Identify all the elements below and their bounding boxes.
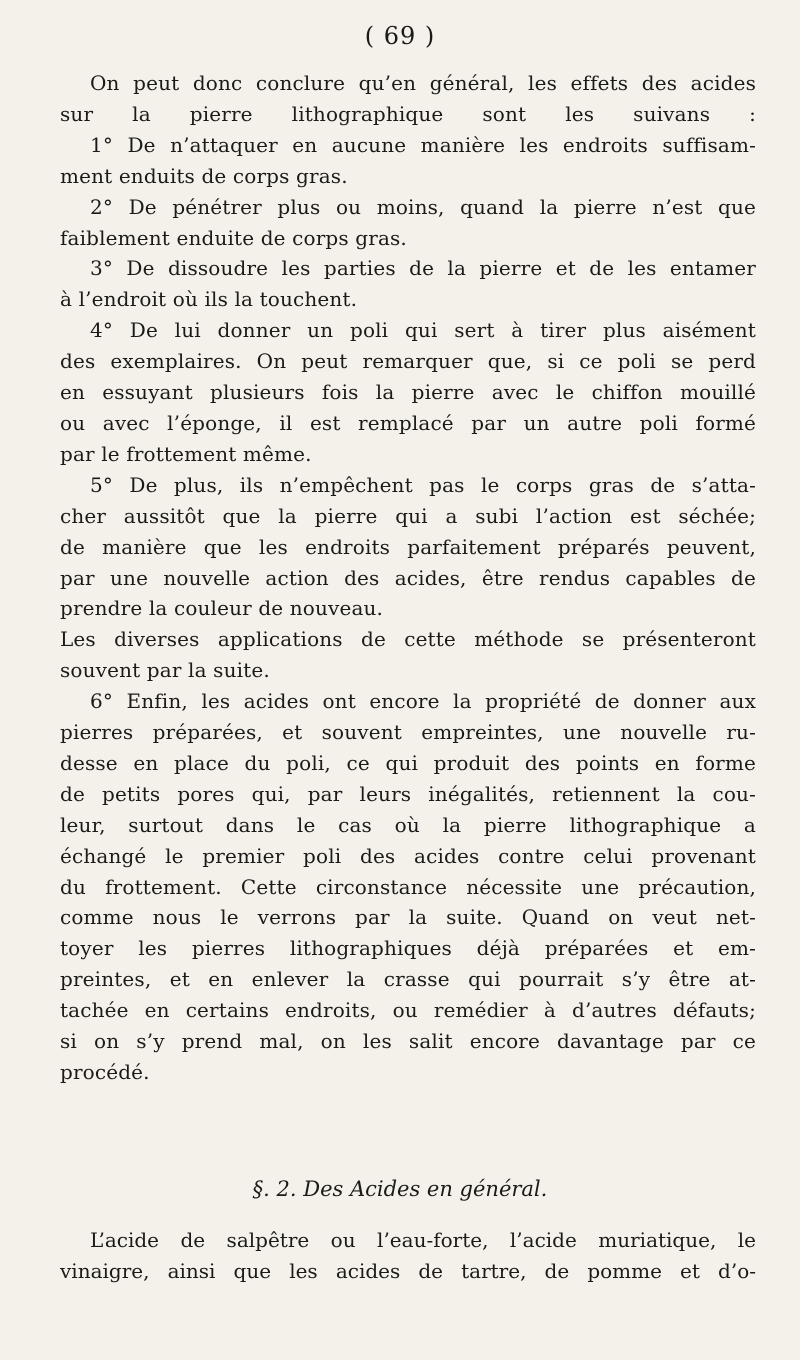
text-line: preintes, et en enlever la crasse qui pourrait s’y être at- — [60, 967, 756, 992]
text-line: par le frottement même. — [60, 441, 312, 466]
text-line: leur, surtout dans le cas où la pierre lithographique a — [60, 812, 756, 837]
text-line: pierres préparées, et souvent empreintes, une nouvelle ru- — [60, 720, 756, 745]
text-line: échangé le premier poli des acides contre celui provenant — [60, 843, 756, 868]
text-line: comme nous le verrons par la suite. Quand on veut net- — [60, 905, 756, 930]
text-line: cher aussitôt que la pierre qui a subi l’action est séchée; — [60, 503, 756, 528]
text-line: des exemplaires. On peut remarquer que, si ce poli se perd — [60, 349, 756, 374]
text-line: par une nouvelle action des acides, être rendus capables de — [60, 565, 756, 590]
section-heading: §. 2. Des Acides en général. — [252, 1177, 548, 1201]
text-line: ment enduits de corps gras. — [60, 163, 348, 188]
text-line: 5° De plus, ils n’empêchent pas le corps gras de s’atta- — [90, 472, 756, 497]
text-line: procédé. — [60, 1060, 150, 1084]
text-line: de manière que les endroits parfaitement préparés peuvent, — [60, 534, 756, 559]
text-line: souvent par la suite. — [60, 658, 270, 683]
text-line: faiblement enduite de corps gras. — [60, 225, 407, 250]
text-line: 2° De pénétrer plus ou moins, quand la pierre n’est que — [90, 194, 756, 219]
text-line: On peut donc conclure qu’en général, les effets des acides — [90, 71, 756, 95]
text-line: 4° De lui donner un poli qui sert à tirer plus aisément — [90, 318, 756, 343]
text-line: 6° Enfin, les acides ont encore la propriété de donner aux — [90, 689, 756, 714]
text-line: tachée en certains endroits, ou remédier à d’autres défauts; — [60, 998, 756, 1023]
text-line: vinaigre, ainsi que les acides de tartre, de pomme et d’o- — [60, 1259, 756, 1283]
text-line: de petits pores qui, par leurs inégalités, retiennent la cou- — [60, 781, 756, 806]
text-line: prendre la couleur de nouveau. — [60, 596, 384, 621]
text-line: du frottement. Cette circonstance nécessite une précaution, — [60, 874, 756, 899]
page-number: ( 69 ) — [364, 22, 436, 50]
text-line: ou avec l’éponge, il est remplacé par un autre poli formé — [60, 410, 756, 435]
text-line: L’acide de salpêtre ou l’eau-forte, l’acide muriatique, le — [90, 1228, 756, 1252]
text-line: à l’endroit où ils la touchent. — [60, 287, 358, 312]
text-line: desse en place du poli, ce qui produit des points en forme — [60, 750, 756, 775]
text-line: si on s’y prend mal, on les salit encore davantage par ce — [60, 1029, 756, 1054]
text-line: 1° De n’attaquer en aucune manière les endroits suffisam- — [90, 132, 756, 157]
text-line: 3° De dissoudre les parties de la pierre et de les entamer — [90, 256, 756, 281]
text-line: Les diverses applications de cette méthode se présenteront — [60, 627, 756, 652]
section-text-block — [60, 1225, 756, 1287]
text-line: toyer les pierres lithographiques déjà préparées et em- — [60, 936, 756, 961]
text-line: en essuyant plusieurs fois la pierre avec le chiffon mouillé — [60, 380, 756, 405]
text-line: sur la pierre lithographique sont les suivans : — [60, 101, 756, 126]
main-text-block — [60, 68, 756, 1088]
